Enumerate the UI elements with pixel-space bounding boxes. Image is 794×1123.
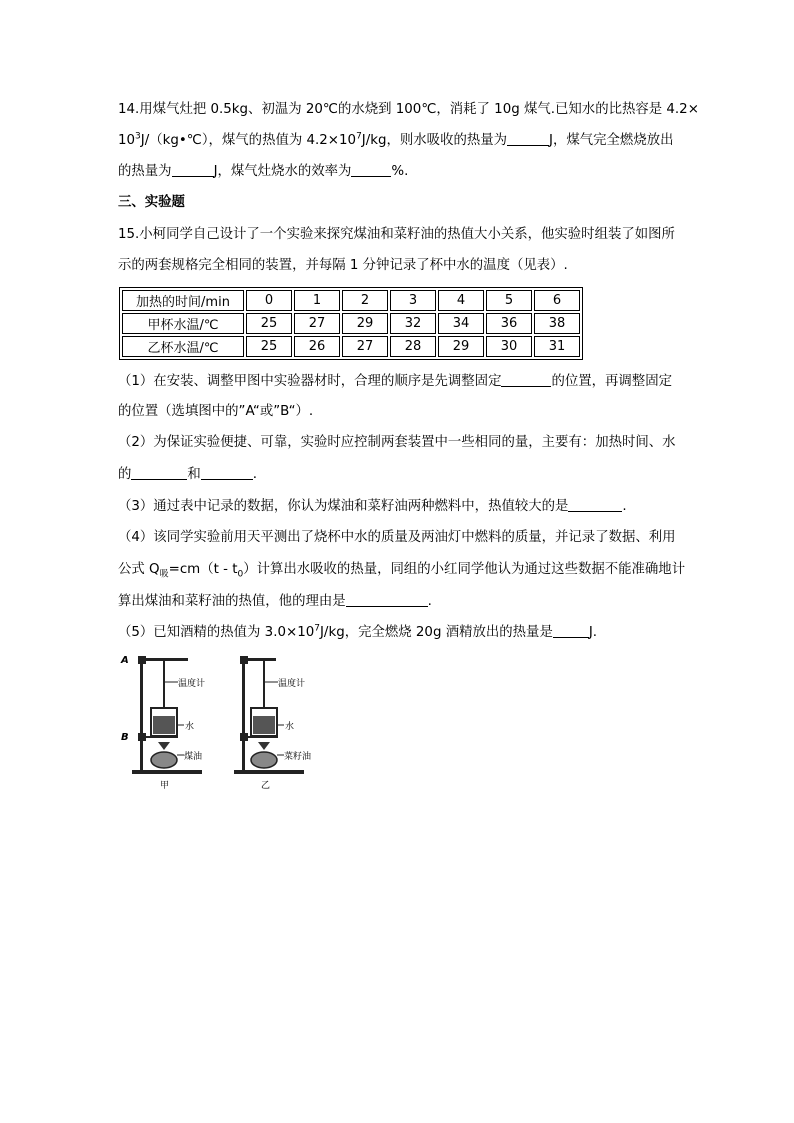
- q14-text: %.: [391, 164, 409, 179]
- table-cell: 1: [294, 290, 340, 311]
- q15-part5: [118, 623, 597, 642]
- table-cell: 27: [294, 313, 340, 334]
- q15-part2-line1: （2）为保证实验便捷、可靠，实验时应控制两套装置中一些相同的量，主要有：加热时间、水: [118, 435, 676, 450]
- q14-line-3: [118, 162, 408, 181]
- clamp-A: [138, 656, 146, 664]
- table-row: [122, 290, 580, 311]
- answer-blank[interactable]: [201, 465, 253, 480]
- q15-text: .: [427, 594, 432, 609]
- q14-text: J，煤气完全燃烧放出: [549, 133, 674, 148]
- water: [253, 716, 275, 734]
- subscript: 吸: [159, 569, 169, 580]
- row-label: 甲杯水温/℃: [122, 313, 244, 334]
- stand-base: [234, 770, 304, 774]
- water-label: 水: [285, 722, 295, 732]
- fuel-label: 煤油: [184, 752, 203, 762]
- exponent: 7: [314, 623, 320, 634]
- table-cell: 5: [486, 290, 532, 311]
- thermometer-label: 温度计: [178, 679, 206, 689]
- oil-lamp: [251, 752, 277, 768]
- flame: [258, 742, 270, 750]
- q15-part1-line2: 的位置（选填图中的”A“或”B“）.: [118, 404, 314, 419]
- table-cell: 25: [246, 336, 292, 357]
- q15-text: =cm（t - t: [168, 562, 238, 577]
- answer-blank[interactable]: [131, 465, 187, 480]
- table-row: [122, 336, 580, 357]
- answer-blank[interactable]: [172, 162, 214, 177]
- q15-part1-line1: [118, 372, 672, 391]
- q15-text: （1）在安装、调整甲图中实验器材时，合理的顺序是先调整固定: [118, 374, 502, 389]
- temperature-table: [119, 287, 583, 360]
- section-heading: 三、实验题: [118, 195, 185, 210]
- row-label: 加热的时间/min: [122, 290, 244, 311]
- flame: [158, 742, 170, 750]
- apparatus-right: [234, 656, 311, 790]
- q15-text: .: [622, 499, 627, 514]
- exponent: 3: [135, 131, 141, 142]
- q15-text: 算出煤油和菜籽油的热值，他的理由是: [118, 594, 346, 609]
- water-label: 水: [185, 722, 195, 732]
- q15-text: .: [252, 467, 258, 482]
- table-cell: 27: [342, 336, 388, 357]
- caption-left: 甲: [160, 781, 170, 790]
- answer-blank[interactable]: [346, 592, 428, 607]
- table-cell: 38: [534, 313, 580, 334]
- q14-line-2: [118, 131, 674, 150]
- q15-part4-line2: [118, 561, 685, 579]
- q15-text: 公式 Q: [118, 562, 160, 577]
- oil-lamp: [151, 752, 177, 768]
- fuel-label: 菜籽油: [284, 752, 312, 762]
- answer-blank[interactable]: [507, 131, 549, 146]
- table-cell: 6: [534, 290, 580, 311]
- caption-right: 乙: [261, 781, 271, 790]
- water: [153, 716, 175, 734]
- q15-text: ）计算出水吸收的热量，同组的小红同学他认为通过这些数据不能准确地计: [243, 562, 686, 577]
- thermometer-label: 温度计: [278, 679, 306, 689]
- stand-base: [132, 770, 202, 774]
- answer-blank[interactable]: [501, 372, 551, 387]
- table-cell: 26: [294, 336, 340, 357]
- table-cell: 32: [390, 313, 436, 334]
- table-cell: 36: [486, 313, 532, 334]
- q15-line-1: 15.小柯同学自己设计了一个实验来探究煤油和菜籽油的热值大小关系，他实验时组装了如图所: [118, 227, 675, 242]
- q15-text: 的位置，再调整固定: [551, 374, 672, 389]
- q15-part4-line3: [118, 592, 432, 611]
- stand-rod: [140, 660, 143, 770]
- q14-text: 14.用煤气灶把 0.5kg、初温为 20℃的水烧到 100℃，消耗了 10g 煤气.已知水的比热容是 4.2×: [118, 102, 699, 117]
- table-cell: 4: [438, 290, 484, 311]
- stand-rod: [242, 660, 245, 770]
- label-A: A: [121, 655, 129, 666]
- table-cell: 34: [438, 313, 484, 334]
- q15-line-2: 示的两套规格完全相同的装置，并每隔 1 分钟记录了杯中水的温度（见表）.: [118, 258, 568, 273]
- answer-blank[interactable]: [351, 162, 391, 177]
- table-cell: 29: [438, 336, 484, 357]
- q15-text: 的: [118, 467, 132, 482]
- q15-text: （5）已知酒精的热值为 3.0×10: [118, 625, 315, 640]
- q15-part4-line1: （4）该同学实验前用天平测出了烧杯中水的质量及两油灯中燃料的质量，并记录了数据、利用: [118, 530, 676, 545]
- table-row: [122, 313, 580, 334]
- table-cell: 3: [390, 290, 436, 311]
- q14-line-1: [118, 101, 699, 119]
- table-cell: 0: [246, 290, 292, 311]
- table-cell: 2: [342, 290, 388, 311]
- experiment-figure: [118, 650, 318, 790]
- clamp-top: [240, 656, 248, 664]
- q15-part2-line2: [118, 465, 257, 484]
- row-label: 乙杯水温/℃: [122, 336, 244, 357]
- answer-blank[interactable]: [568, 497, 622, 512]
- q15-text: （3）通过表中记录的数据，你认为煤油和菜籽油两种燃料中，热值较大的是: [118, 499, 569, 514]
- q14-text: J，煤气灶烧水的效率为: [213, 164, 352, 179]
- apparatus-left: [132, 656, 205, 790]
- q14-text: 10: [118, 133, 136, 148]
- q15-text: 和: [187, 467, 201, 482]
- table-cell: 30: [486, 336, 532, 357]
- subscript: 0: [237, 569, 244, 580]
- q14-text: J/（kg•℃），煤气的热值为 4.2×10: [140, 133, 357, 148]
- clamp-arm-top: [140, 658, 188, 661]
- table-cell: 28: [390, 336, 436, 357]
- q15-text: J.: [588, 625, 598, 640]
- table-cell: 29: [342, 313, 388, 334]
- answer-blank[interactable]: [553, 623, 589, 638]
- q14-text: 的热量为: [118, 164, 172, 179]
- label-B: B: [121, 732, 129, 743]
- exponent: 7: [356, 131, 362, 142]
- q15-text: J/kg，完全燃烧 20g 酒精放出的热量是: [319, 625, 553, 640]
- q15-part3: [118, 497, 627, 516]
- q14-text: J/kg，则水吸收的热量为: [361, 133, 508, 148]
- table-cell: 25: [246, 313, 292, 334]
- table-cell: 31: [534, 336, 580, 357]
